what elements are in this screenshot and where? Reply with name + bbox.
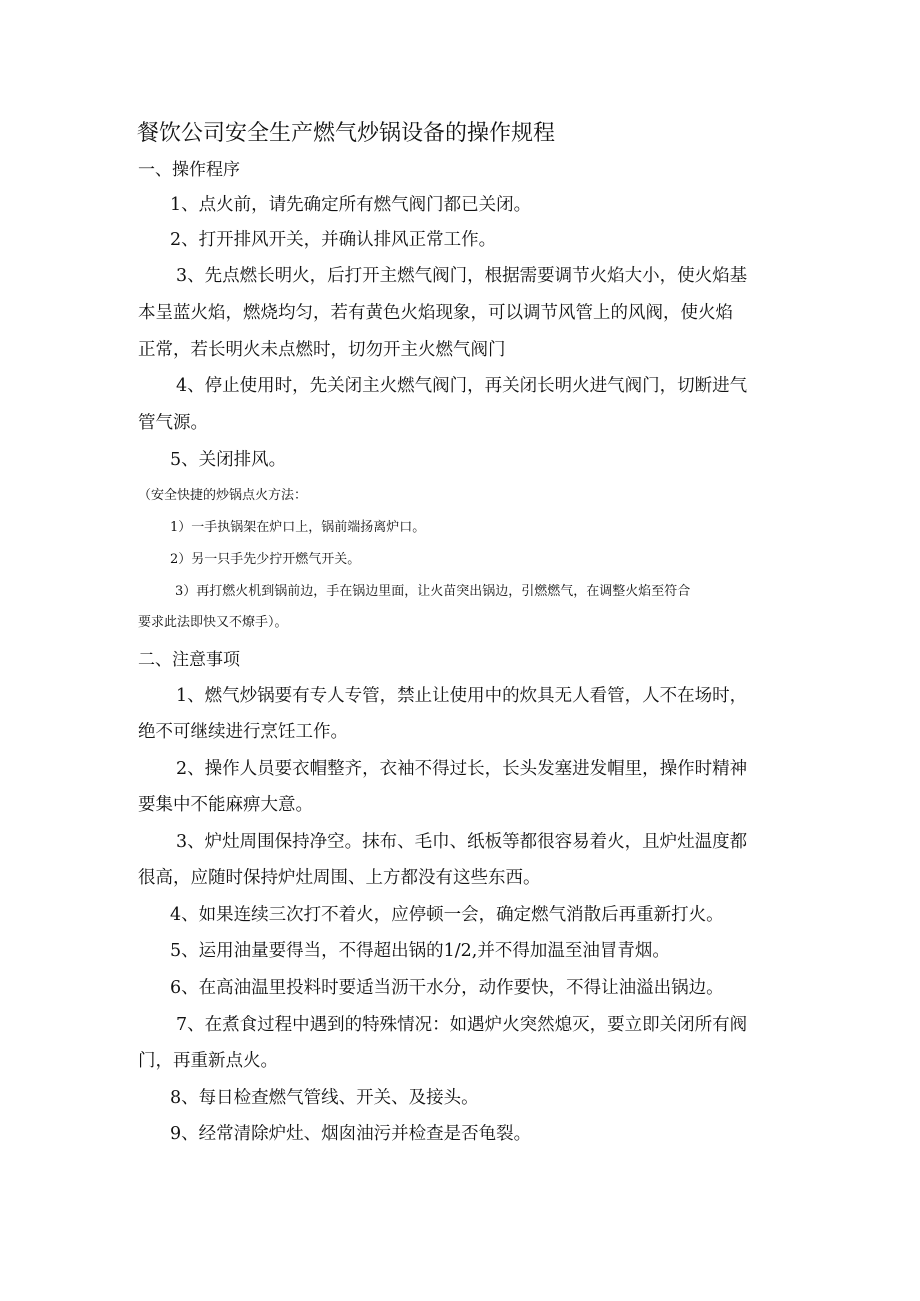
precaution-7-line-2: 门，再重新点火。 xyxy=(138,1051,278,1071)
precaution-7-line-1: 7、在煮食过程中遇到的特殊情况：如遇炉火突然熄灭，要立即关闭所有阀 xyxy=(176,1015,748,1035)
operation-step-3-line-2: 本呈蓝火焰，燃烧均匀，若有黄色火焰现象，可以调节风管上的风阀，使火焰 xyxy=(138,303,733,323)
precaution-4: 4、如果连续三次打不着火，应停顿一会，确定燃气消散后再重新打火。 xyxy=(170,905,724,925)
precaution-1-line-1: 1、燃气炒锅要有专人专管，禁止让使用中的炊具无人看管，人不在场时， xyxy=(176,686,748,706)
precaution-9: 9、经常清除炉灶、烟囱油污并检查是否龟裂。 xyxy=(170,1124,532,1144)
ignition-method-step-3-line-2: 要求此法即快又不燎手）。 xyxy=(138,615,288,630)
precaution-5: 5、运用油量要得当，不得超出锅的1/2,并不得加温至油冒青烟。 xyxy=(170,941,670,961)
operation-step-5: 5、关闭排风。 xyxy=(170,450,287,470)
precaution-3-line-1: 3、炉灶周围保持净空。抹布、毛巾、纸板等都很容易着火，且炉灶温度都 xyxy=(176,832,748,852)
precaution-3-line-2: 很高，应随时保持炉灶周围、上方都没有这些东西。 xyxy=(138,868,541,888)
operation-step-4-line-2: 管气源。 xyxy=(138,413,208,433)
precaution-1-line-2: 绝不可继续进行烹饪工作。 xyxy=(138,722,348,742)
ignition-method-intro: （安全快捷的炒锅点火方法： xyxy=(138,488,308,503)
precaution-2-line-2: 要集中不能麻痹大意。 xyxy=(138,795,313,815)
operation-step-2: 2、打开排风开关，并确认排风正常工作。 xyxy=(170,230,497,250)
ignition-method-step-1: 1）一手执锅架在炉口上，锅前端扬离炉口。 xyxy=(170,520,426,535)
precaution-8: 8、每日检查燃气管线、开关、及接头。 xyxy=(170,1088,479,1108)
section-heading-operation: 一、操作程序 xyxy=(138,160,240,180)
precaution-6: 6、在高油温里投料时要适当沥干水分，动作要快，不得让油溢出锅边。 xyxy=(170,978,724,998)
operation-step-1: 1、点火前，请先确定所有燃气阀门都已关闭。 xyxy=(170,195,532,215)
ignition-method-step-3-line-1: 3）再打燃火机到锅前边，手在锅边里面，让火苗突出锅边，引燃燃气，在调整火焰至符合 xyxy=(175,584,691,599)
page-title: 餐饮公司安全生产燃气炒锅设备的操作规程 xyxy=(137,121,556,146)
section-heading-precautions: 二、注意事项 xyxy=(138,650,240,670)
operation-step-4-line-1: 4、停止使用时，先关闭主火燃气阀门，再关闭长明火进气阀门，切断进气 xyxy=(176,376,748,396)
precaution-2-line-1: 2、操作人员要衣帽整齐，衣袖不得过长，长头发塞进发帽里，操作时精神 xyxy=(176,759,748,779)
ignition-method-step-2: 2）另一只手先少拧开燃气开关。 xyxy=(170,552,361,567)
operation-step-3-line-1: 3、先点燃长明火，后打开主燃气阀门，根据需要调节火焰大小，使火焰基 xyxy=(176,266,748,286)
operation-step-3-line-3: 正常，若长明火未点燃时，切勿开主火燃气阀门 xyxy=(138,340,506,360)
